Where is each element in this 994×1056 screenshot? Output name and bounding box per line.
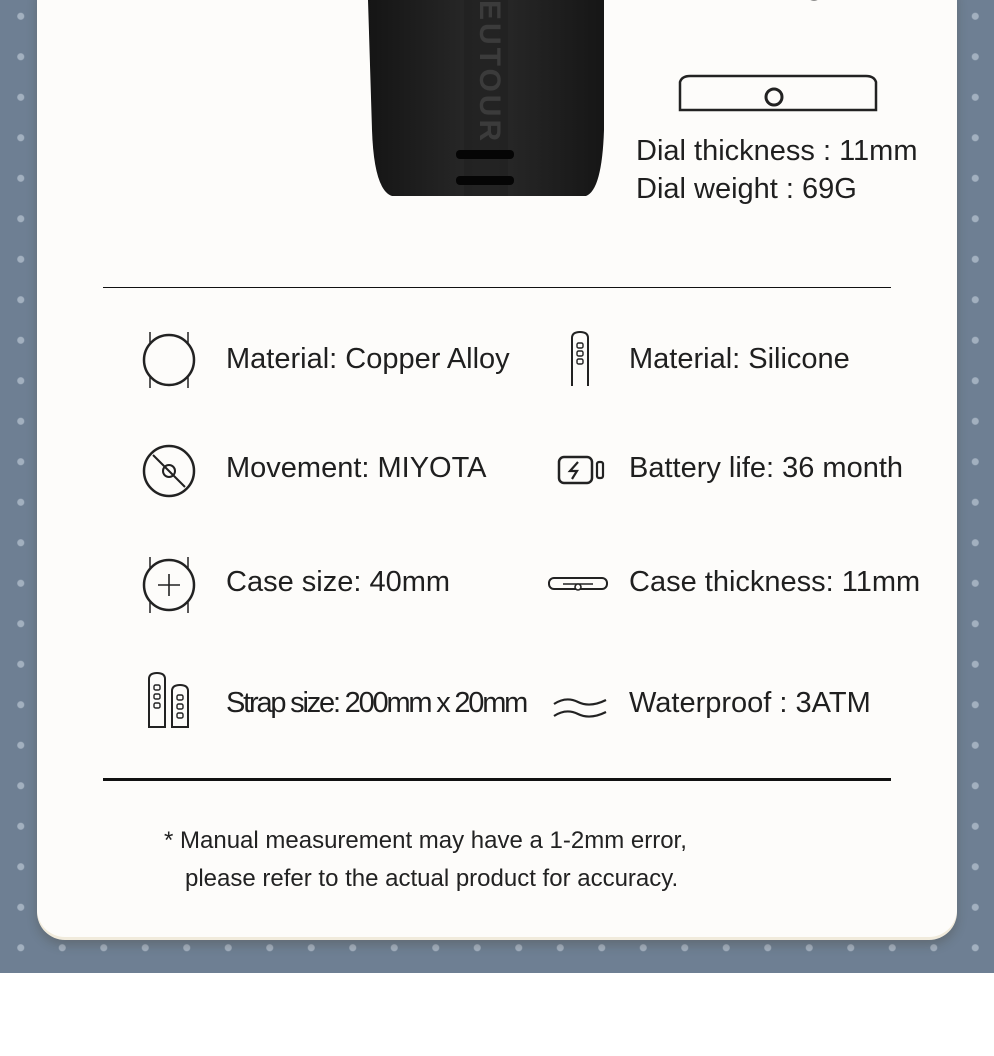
strap-brand-text: EUTOUR bbox=[473, 0, 506, 145]
spec-movement: Movement: MIYOTA bbox=[226, 452, 487, 484]
dial-weight-text: Dial weight : 69G bbox=[636, 173, 857, 205]
strap-tab-icon bbox=[569, 330, 591, 388]
spec-material-case: Material: Copper Alloy bbox=[226, 343, 510, 375]
measurement-note bbox=[164, 822, 687, 898]
spec-case-thickness: Case thickness: 11mm bbox=[629, 566, 921, 598]
dial-thickness-text: Dial thickness : 11mm bbox=[636, 135, 918, 167]
crown-icon bbox=[800, 0, 828, 2]
watch-strap-image bbox=[368, 0, 604, 198]
spec-material-strap: Material: Silicone bbox=[629, 343, 850, 375]
divider-bottom bbox=[103, 778, 891, 781]
spec-battery: Battery life: 36 month bbox=[629, 452, 904, 484]
spec-strap-size: Strap size: 200mm x 20mm bbox=[226, 687, 527, 719]
dial-side-view-icon bbox=[678, 72, 878, 114]
divider-top bbox=[103, 287, 891, 288]
crosshair-circle-icon bbox=[140, 555, 198, 615]
note-line-2: please refer to the actual product for accuracy. bbox=[185, 865, 679, 892]
note-line-1: * Manual measurement may have a 1-2mm error, bbox=[164, 827, 687, 854]
movement-slash-icon bbox=[140, 442, 198, 500]
thin-case-icon bbox=[547, 574, 609, 594]
dial-info bbox=[636, 132, 918, 208]
wave-icon bbox=[552, 690, 608, 722]
battery-charge-icon bbox=[556, 454, 606, 486]
spec-case-size: Case size: 40mm bbox=[226, 566, 451, 598]
spec-waterproof: Waterproof : 3ATM bbox=[629, 687, 871, 719]
strap-pair-icon bbox=[146, 671, 192, 729]
circle-outline-icon bbox=[140, 330, 198, 390]
